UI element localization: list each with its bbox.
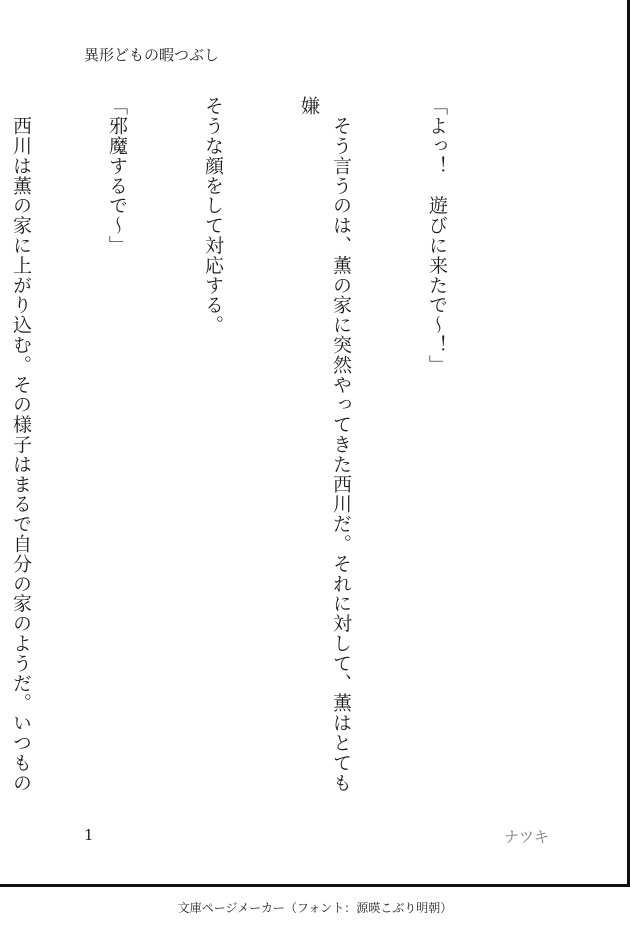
author-name: ナツキ [504,828,549,846]
text-line: そうな顔をして対応する。 [202,96,224,335]
body-text [10,96,517,801]
text-line: 西川は薫の家に上がり込む。その様子はまるで自分の家のようだ。いつもの [10,115,32,793]
page-number: 1 [84,826,94,844]
text-line: 「邪魔するで〜」 [106,96,128,256]
text-line: そう言うのは、薫の家に突然やってきた西川だ。それに対して、薫はとても嫌 [298,96,352,793]
generator-credit: 文庫ページメーカー（フォント：源暎こぶり明朝） [177,901,453,915]
text-line: 「よっ！ 遊びに来たで〜！」 [426,96,448,375]
book-title: 異形どもの暇つぶし [84,46,220,64]
